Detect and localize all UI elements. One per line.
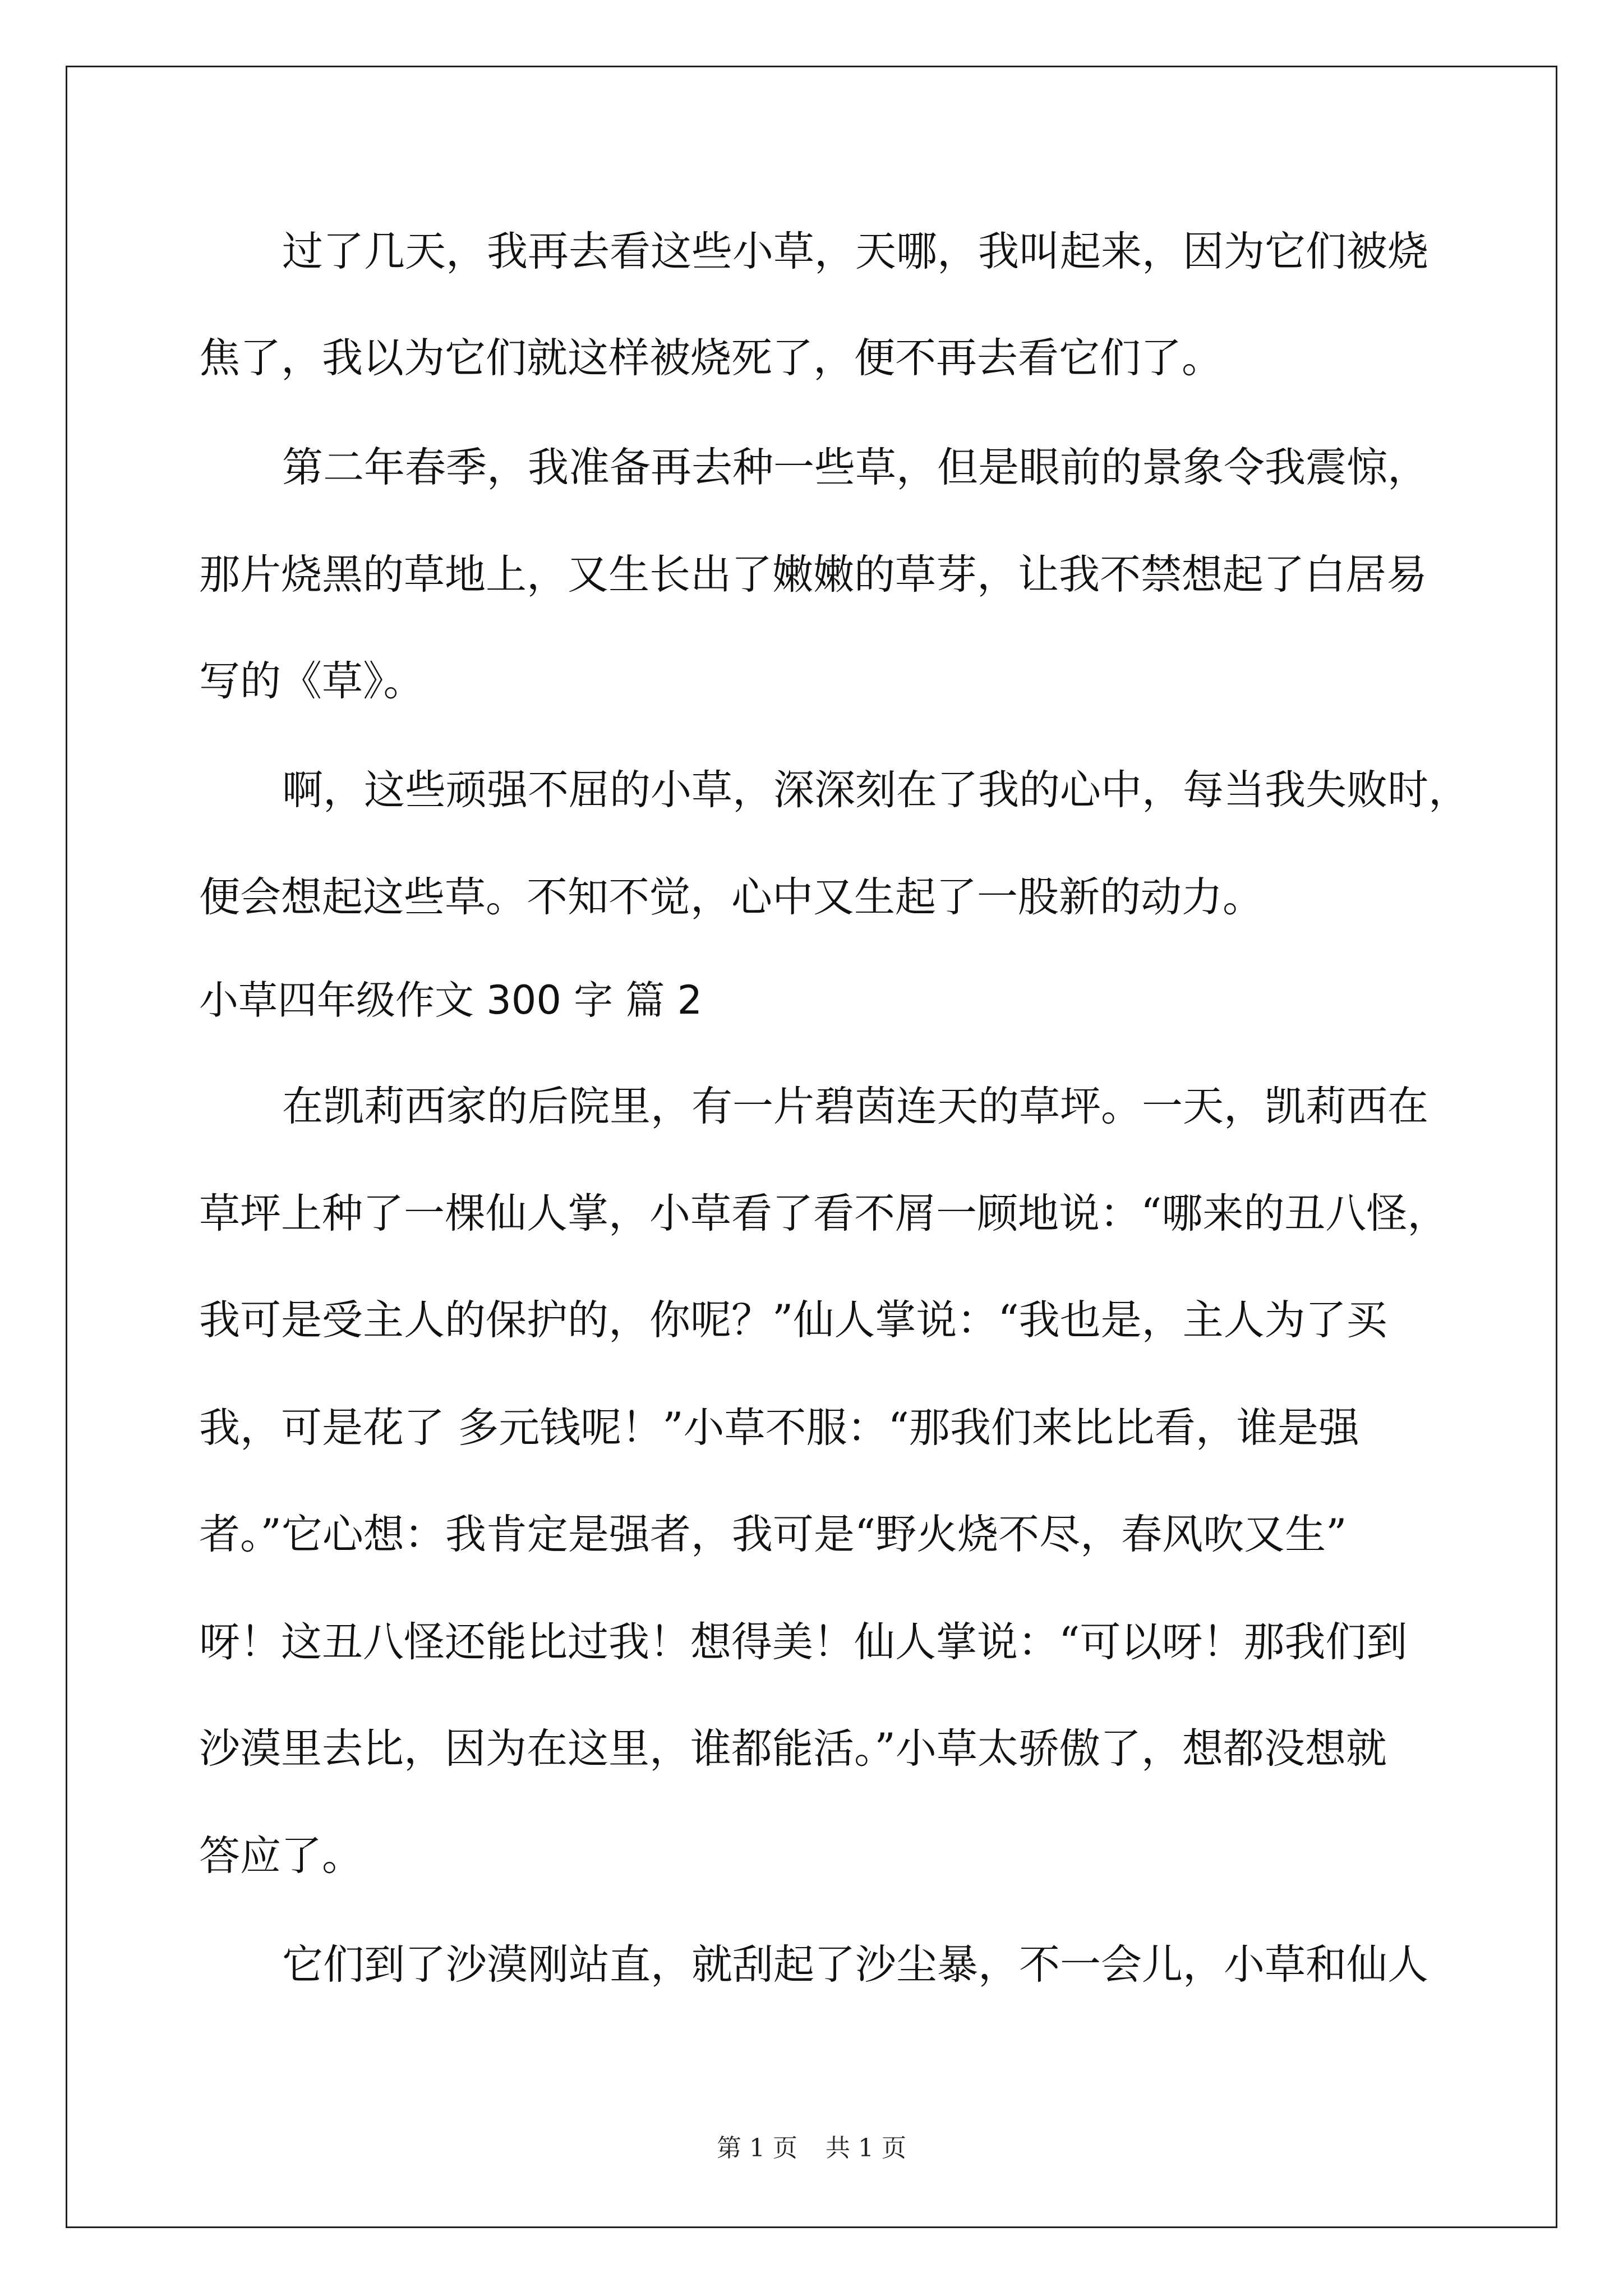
page-total: 共 1 页 xyxy=(826,2134,906,2162)
paragraph-4-line-4: 我，可是花了 多元钱呢！”小草不服：“那我们来比比看，谁是强 xyxy=(199,1404,1359,1452)
paragraph-3-line-1: 啊，这些顽强不屈的小草，深深刻在了我的心中，每当我失败时， xyxy=(282,766,1469,814)
paragraph-4-line-3: 我可是受主人的保护的，你呢？”仙人掌说：“我也是，主人为了买 xyxy=(199,1296,1387,1344)
paragraph-2-line-3: 写的《草》。 xyxy=(199,657,425,705)
paragraph-1-line-1: 过了几天，我再去看这些小草，天哪，我叫起来，因为它们被烧 xyxy=(282,228,1428,275)
paragraph-4-line-8: 答应了。 xyxy=(199,1832,363,1880)
page-footer xyxy=(0,2128,1623,2164)
page-border xyxy=(66,66,1557,2228)
paragraph-2-line-1: 第二年春季，我准备再去种一些草，但是眼前的景象令我震惊， xyxy=(282,444,1428,491)
section-heading: 小草四年级作文 300 字 篇 2 xyxy=(199,977,703,1023)
paragraph-5-line-1: 它们到了沙漠刚站直，就刮起了沙尘暴，不一会儿，小草和仙人 xyxy=(282,1941,1428,1989)
paragraph-3-line-2: 便会想起这些草。不知不觉，心中又生起了一股新的动力。 xyxy=(199,873,1264,921)
paragraph-4-line-2: 草坪上种了一棵仙人掌，小草看了看不屑一顾地说：“哪来的丑八怪， xyxy=(199,1190,1449,1237)
paragraph-1-line-2: 焦了，我以为它们就这样被烧死了，便不再去看它们了。 xyxy=(199,334,1223,382)
paragraph-4-line-6: 呀！这丑八怪还能比过我！想得美！仙人掌说：“可以呀！那我们到 xyxy=(199,1618,1408,1666)
paragraph-4-line-5: 者。”它心想：我肯定是强者，我可是“野火烧不尽，春风吹又生” xyxy=(199,1511,1347,1558)
page-number: 第 1 页 xyxy=(717,2134,797,2162)
paragraph-2-line-2: 那片烧黑的草地上，又生长出了嫩嫩的草芽，让我不禁想起了白居易 xyxy=(199,551,1427,599)
paragraph-4-line-1: 在凯莉西家的后院里，有一片碧茵连天的草坪。一天，凯莉西在 xyxy=(282,1083,1428,1130)
paragraph-4-line-7: 沙漠里去比，因为在这里，谁都能活。”小草太骄傲了，想都没想就 xyxy=(199,1725,1387,1773)
